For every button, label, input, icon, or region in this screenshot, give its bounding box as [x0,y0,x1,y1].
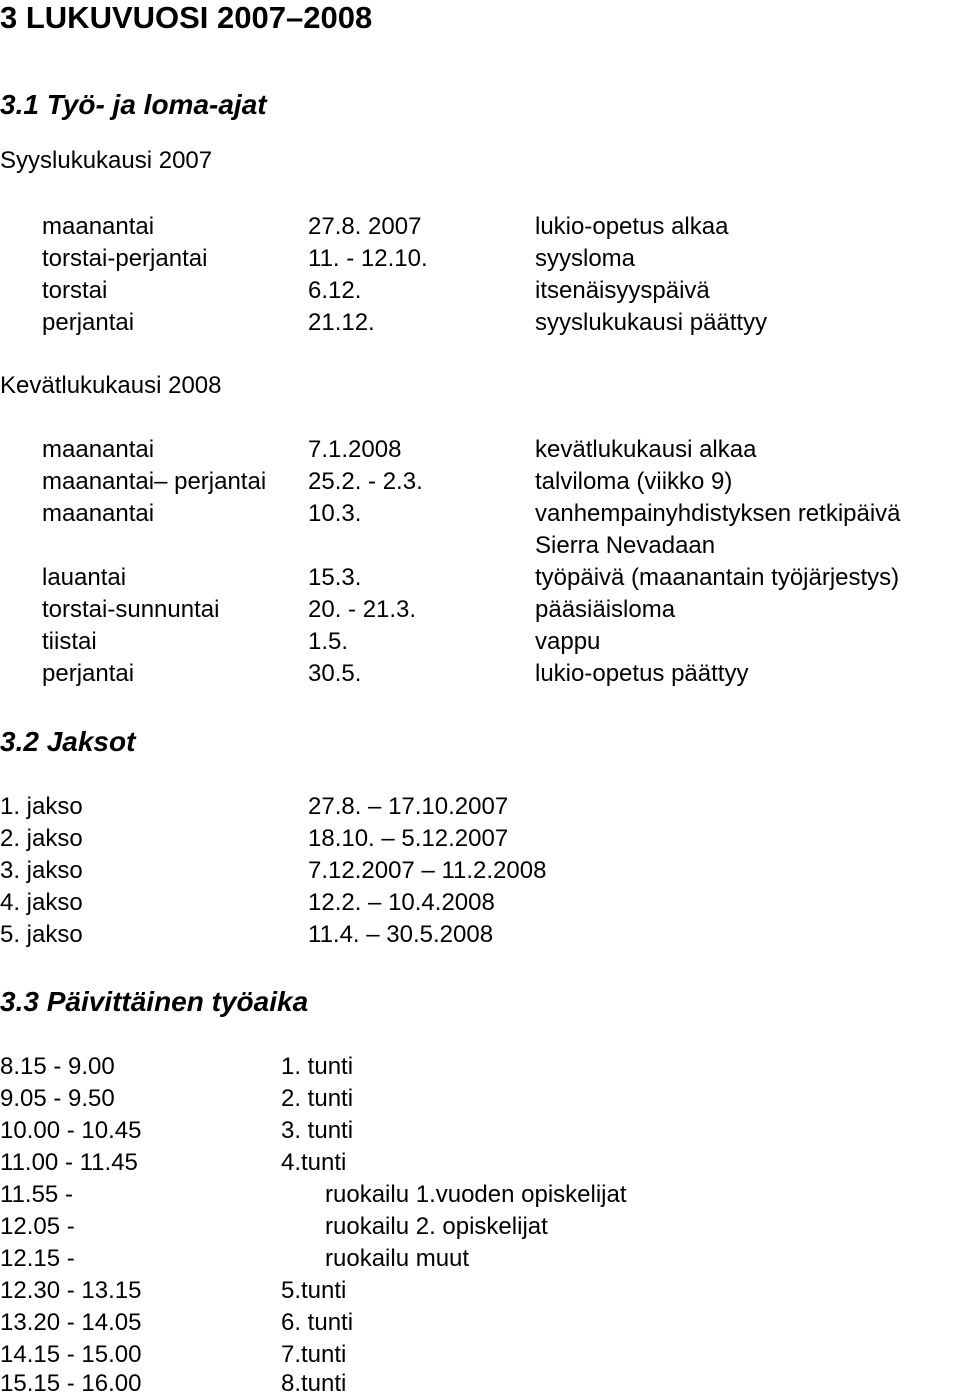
table-row [0,466,960,498]
period-range: 12.2. – 10.4.2008 [308,889,495,916]
lesson-cell: 2. tunti [281,1085,354,1112]
table-row [0,594,960,626]
date-cell: 11. - 12.10. [308,245,428,272]
period-name: 4. jakso [0,889,83,916]
day-cell: maanantai [42,436,155,463]
table-row [0,243,960,275]
time-cell: 10.00 - 10.45 [0,1117,142,1144]
time-cell: 11.55 - [0,1181,73,1208]
table-row [0,1147,960,1179]
event-cell: Sierra Nevadaan [535,532,716,559]
event-cell: kevätlukukausi alkaa [535,436,757,463]
period-name: 3. jakso [0,857,83,884]
table-row [0,307,960,339]
time-cell: 15.15 - 16.00 [0,1370,142,1397]
table-row [0,1339,960,1371]
day-cell: perjantai [42,660,135,687]
table-row [0,1368,960,1400]
time-cell: 12.30 - 13.15 [0,1277,142,1304]
time-cell: 12.15 - [0,1245,75,1272]
note-cell: ruokailu 1.vuoden opiskelijat [325,1181,627,1208]
table-row [0,1307,960,1339]
section-heading-periods: 3.2 Jaksot [0,726,136,757]
period-range: 7.12.2007 – 11.2.2008 [308,857,547,884]
day-cell: torstai-sunnuntai [42,596,220,623]
table-row [0,1083,960,1115]
date-cell: 20. - 21.3. [308,596,417,623]
table-row [0,791,960,823]
table-row [0,823,960,855]
lesson-cell: 4.tunti [281,1149,347,1176]
day-cell: torstai-perjantai [42,245,208,272]
table-row [0,1275,960,1307]
period-name: 1. jakso [0,793,83,820]
table-row [0,530,960,562]
period-range: 11.4. – 30.5.2008 [308,921,494,948]
event-cell: työpäivä (maanantain työjärjestys) [535,564,900,591]
table-row [0,919,960,951]
time-cell: 14.15 - 15.00 [0,1341,142,1368]
date-cell: 25.2. - 2.3. [308,468,423,495]
date-cell: 6.12. [308,277,362,304]
table-row [0,498,960,530]
section-heading-daily-schedule: 3.3 Päivittäinen työaika [0,986,309,1017]
date-cell: 1.5. [308,628,349,655]
lesson-cell: 6. tunti [281,1309,354,1336]
date-cell: 27.8. 2007 [308,213,422,240]
chapter-title: 3 LUKUVUOSI 2007–2008 [0,0,373,35]
day-cell: lauantai [42,564,127,591]
table-row [0,658,960,690]
date-cell: 21.12. [308,309,375,336]
spring-term-title: Kevätlukukausi 2008 [0,372,222,399]
lesson-cell: 3. tunti [281,1117,354,1144]
day-cell: perjantai [42,309,135,336]
event-cell: syysloma [535,245,636,272]
event-cell: vanhempainyhdistyksen retkipäivä [535,500,901,527]
day-cell: maanantai [42,500,155,527]
table-row [0,1179,960,1211]
period-name: 2. jakso [0,825,83,852]
lesson-cell: 7.tunti [281,1341,347,1368]
event-cell: syyslukukausi päättyy [535,309,768,336]
lesson-cell: 8.tunti [281,1370,347,1397]
table-row [0,275,960,307]
event-cell: pääsiäisloma [535,596,676,623]
period-range: 18.10. – 5.12.2007 [308,825,509,852]
day-cell: maanantai– perjantai [42,468,267,495]
event-cell: itsenäisyyspäivä [535,277,710,304]
period-range: 27.8. – 17.10.2007 [308,793,509,820]
autumn-term-title: Syyslukukausi 2007 [0,147,213,174]
note-cell: ruokailu 2. opiskelijat [325,1213,548,1240]
table-row [0,855,960,887]
time-cell: 9.05 - 9.50 [0,1085,115,1112]
date-cell: 10.3. [308,500,362,527]
table-row [0,1211,960,1243]
date-cell: 30.5. [308,660,362,687]
note-cell: ruokailu muut [325,1245,470,1272]
event-cell: lukio-opetus päättyy [535,660,749,687]
section-heading-work-holidays: 3.1 Työ- ja loma-ajat [0,89,267,120]
table-row [0,562,960,594]
table-row [0,434,960,466]
event-cell: vappu [535,628,601,655]
table-row [0,1243,960,1275]
table-row [0,887,960,919]
lesson-cell: 5.tunti [281,1277,347,1304]
date-cell: 7.1.2008 [308,436,402,463]
day-cell: torstai [42,277,108,304]
date-cell: 15.3. [308,564,362,591]
time-cell: 12.05 - [0,1213,75,1240]
day-cell: maanantai [42,213,155,240]
period-name: 5. jakso [0,921,83,948]
time-cell: 8.15 - 9.00 [0,1053,115,1080]
table-row [0,211,960,243]
event-cell: talviloma (viikko 9) [535,468,733,495]
time-cell: 11.00 - 11.45 [0,1149,138,1176]
event-cell: lukio-opetus alkaa [535,213,729,240]
table-row [0,626,960,658]
day-cell: tiistai [42,628,97,655]
lesson-cell: 1. tunti [281,1053,354,1080]
table-row [0,1115,960,1147]
table-row [0,1051,960,1083]
time-cell: 13.20 - 14.05 [0,1309,142,1336]
